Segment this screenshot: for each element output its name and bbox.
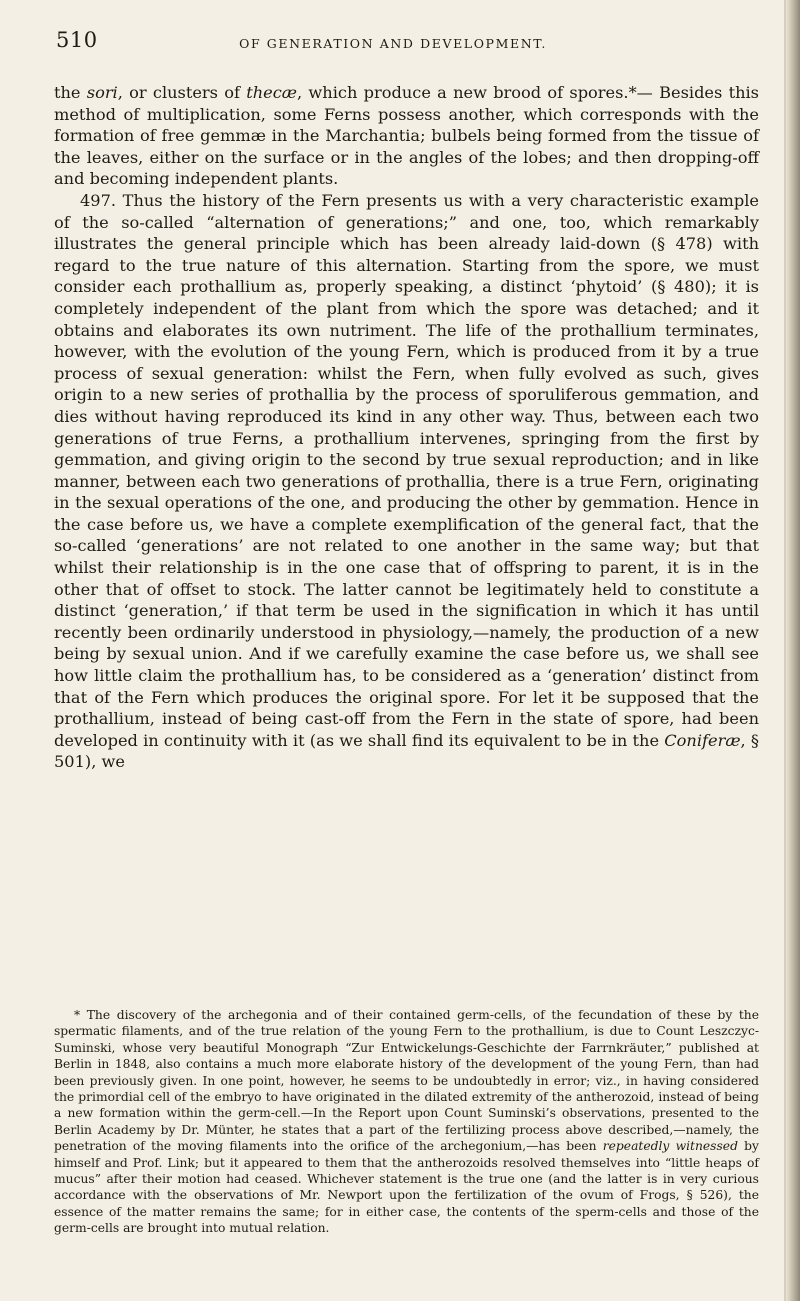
italic-term-sori: sori: [86, 83, 118, 102]
text-run: 497. Thus the history of the Fern presents us with a very characteristic example of the so-called “alternation of generations;” and one, too, which remarkably illustrates the general principle which has been already laid-down (§ 478) with regard to the true nature of this alternation. Starting from the spore, we must consider each prothallium as, properly speaking, a distinct ‘phytoid’ (§ 480); it is completely independent of the plant from which the spore was detached; and it obtains and elaborates its own nutriment. The life of the prothallium terminates, however, with the evolution of the young Fern, which is produced from it by a true process of sexual generation: whilst the Fern, when fully evolved as such, gives origin to a new series of prothallia by the process of sporuliferous gemmation, and dies without having reproduced its kind in any other way. Thus, between each two generations of true Ferns, a prothallium intervenes, springing from the first by gemmation, and giving origin to the second by true sexual reproduction; and in like manner, between each two generations of prothallia, there is a true Fern, originating in the sexual operations of the one, and producing the other by gemmation. Hence in the case before us, we have a complete exemplification of the general fact, that the so-called ‘generations’ are not related to one another in the same way; but that whilst their relationship is in the one case that of offspring to parent, it is in the other that of offset to stock. The latter cannot be legitimately held to constitute a distinct ‘generation,’ if that term be used in the signification in which it has until recently been ordinarily understood in physiology,—namely, the production of a new being by sexual union. And if we carefully examine the case before us, we shall see how little claim the prothallium has, to be considered as a ‘generation’ distinct from that of the Fern which produces the original spore. For let it be supposed that the prothallium, instead of being cast-off from the Fern in the state of spore, had been developed in continuity with it (as we shall find its equivalent to be in the: [54, 190, 759, 750]
text-run: * The discovery of the archegonia and of their contained germ-cells, of the fecundation of these by the spermatic filaments, and of the true relation of the young Fern to the prothallium, is due to Count Leszczyc-Suminski, whose very beautiful Monograph “Zur Entwickelungs-Geschichte der Farrnkräuter,” published at Berlin in 1848, also contains a much more elaborate history of the development of the young Fern, than had been previously given. In one point, however, he seems to be undoubtedly in error; viz., in having considered the primordial cell of the embryo to have originated in the dilated extremity of the antherozoid, instead of being a new formation within the germ-cell.—In the Report upon Count Suminski’s observations, presented to the Berlin Academy by Dr. Münter, he states that a part of the fertilizing process above described,—namely, the penetration of the moving filaments into the orifice of the archegonium,—has been: [54, 1008, 759, 1154]
page-number: 510: [56, 28, 98, 52]
text-run: the: [54, 83, 87, 102]
main-text: [54, 82, 759, 773]
text-run: , § 501), we: [54, 730, 759, 772]
italic-term-thecae: thecæ: [246, 83, 298, 102]
italic-term-coniferae: Coniferæ: [664, 730, 741, 750]
text-run: , or clusters of: [117, 83, 247, 102]
paragraph-continued: [54, 82, 759, 190]
text-run: , which produce a new brood of spores.*— Besides this method of multiplication, some Ferns possess another, which corresponds with the formation of free gemmæ in the Marchantia; bulbels being formed from the tissue of the leaves, either on the surface or in the angles of the lobes; and then dropping-off and becoming independent plants.: [54, 83, 759, 189]
page-header: [0, 28, 786, 58]
footnote: [54, 1007, 759, 1237]
paragraph-497: [54, 190, 759, 773]
running-title: OF GENERATION AND DEVELOPMENT.: [239, 36, 547, 51]
text-run: by himself and Prof. Link; but it appeared to them that the antherozoids resolved themselves into “little heaps of mucus” after their motion had ceased. Whichever statement is the true one (and the latter is in very curious accordance with the observations of Mr. Newport upon the fertilization of the ovum of Frogs, § 526), the essence of the matter remains the same; for in either case, the contents of the sperm-cells and those of the germ-cells are brought into mutual relation.: [54, 1139, 759, 1236]
footnote-paragraph: [54, 1007, 759, 1237]
page-edge-shadow: [786, 0, 800, 1301]
italic-phrase: repeatedly witnessed: [602, 1139, 738, 1154]
